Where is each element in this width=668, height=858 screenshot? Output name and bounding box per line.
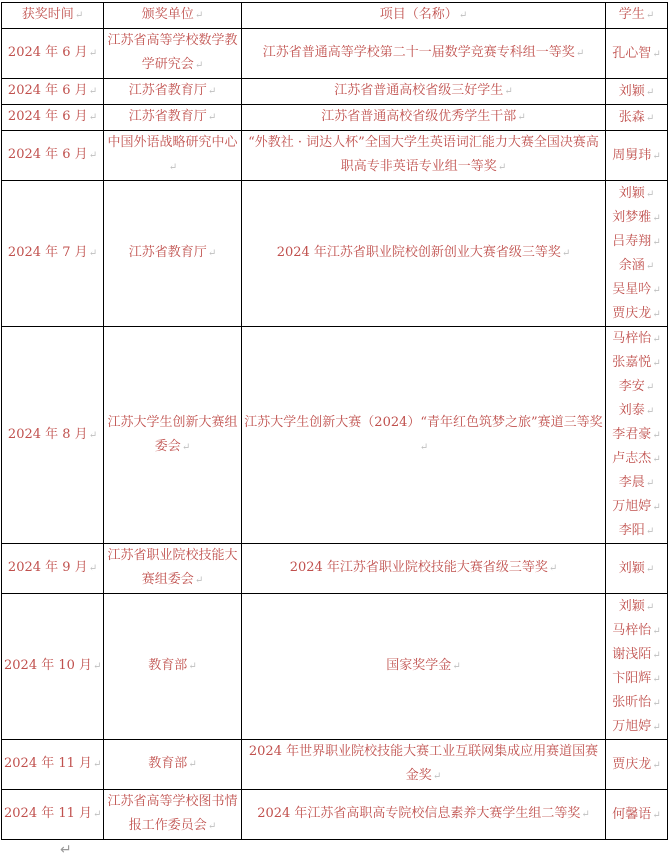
award-issuer: 江苏大学生创新大赛组委会↵ — [104, 327, 242, 544]
award-issuer: 教育部↵ — [104, 594, 242, 740]
award-date: 2024 年 7 月↵ — [2, 181, 104, 327]
student-name: 张森↵ — [618, 109, 655, 125]
award-students — [606, 131, 668, 181]
student-name: 李阳↵ — [618, 523, 655, 538]
award-issuer: 江苏省职业院校技能大赛组委会↵ — [104, 544, 242, 594]
header-row — [2, 3, 668, 29]
student-name: 卞阳辉↵ — [612, 670, 661, 686]
award-row — [2, 327, 668, 544]
award-issuer: 江苏省高等学校图书情报工作委员会↵ — [104, 790, 242, 840]
award-item: 2024 年世界职业院校技能大赛工业互联网集成应用赛道国赛金奖↵ — [242, 740, 606, 790]
award-students — [606, 544, 668, 594]
award-row — [2, 29, 668, 79]
paragraph-mark: ↵ — [60, 842, 72, 858]
student-name: 谢浅陌↵ — [612, 646, 661, 662]
award-date: 2024 年 11 月↵ — [2, 740, 104, 790]
award-issuer: 江苏省高等学校数学教学研究会↵ — [104, 29, 242, 79]
award-date: 2024 年 9 月↵ — [2, 544, 104, 594]
student-name: 刘颖↵ — [618, 83, 655, 99]
student-name: 孔心智↵ — [612, 45, 661, 61]
award-students — [606, 790, 668, 840]
student-name: 卢志杰↵ — [612, 451, 661, 466]
award-item: “外教社 · 词达人杯”全国大学生英语词汇能力大赛全国决赛高职高专非英语专业组一等奖↵ — [242, 131, 606, 181]
award-date: 2024 年 11 月↵ — [2, 790, 104, 840]
award-row — [2, 594, 668, 740]
student-name: 张昕怡↵ — [612, 694, 661, 710]
award-item: 江苏省普通高校省级三好学生↵ — [242, 79, 606, 105]
award-item: 2024 年江苏省高职高专院校信息素养大赛学生组二等奖↵ — [242, 790, 606, 840]
award-row — [2, 79, 668, 105]
student-name: 吕寿翔↵ — [612, 233, 661, 249]
student-name: 周舅玮↵ — [612, 147, 661, 163]
award-row — [2, 740, 668, 790]
award-date: 2024 年 8 月↵ — [2, 327, 104, 544]
student-name: 马梓怡↵ — [612, 331, 661, 346]
award-students — [606, 29, 668, 79]
student-name: 李君豪↵ — [612, 427, 661, 442]
award-date: 2024 年 6 月↵ — [2, 105, 104, 131]
student-name: 刘颖↵ — [618, 598, 655, 614]
header-students: 学生↵ — [606, 3, 668, 29]
header-item: 项目（名称）↵ — [242, 3, 606, 29]
award-row — [2, 181, 668, 327]
award-row — [2, 131, 668, 181]
award-row — [2, 544, 668, 594]
student-name: 刘颖↵ — [618, 560, 655, 576]
student-name: 何馨语↵ — [612, 806, 661, 822]
student-name: 余涵↵ — [618, 257, 655, 273]
award-issuer: 中国外语战略研究中心↵ — [104, 131, 242, 181]
award-issuer: 教育部↵ — [104, 740, 242, 790]
award-row — [2, 790, 668, 840]
award-date: 2024 年 6 月↵ — [2, 29, 104, 79]
awards-body — [2, 29, 668, 840]
awards-table — [1, 2, 668, 840]
student-name: 贾庆龙↵ — [612, 756, 661, 772]
award-issuer: 江苏省教育厅↵ — [104, 105, 242, 131]
award-item: 国家奖学金↵ — [242, 594, 606, 740]
award-issuer: 江苏省教育厅↵ — [104, 181, 242, 327]
award-item: 2024 年江苏省职业院校创新创业大赛省级三等奖↵ — [242, 181, 606, 327]
award-date: 2024 年 6 月↵ — [2, 131, 104, 181]
student-name: 张嘉悦↵ — [612, 355, 661, 370]
award-students — [606, 594, 668, 740]
student-name: 马梓怡↵ — [612, 622, 661, 638]
header-issuer: 颁奖单位↵ — [104, 3, 242, 29]
award-students — [606, 105, 668, 131]
student-name: 万旭婷↵ — [612, 718, 661, 734]
award-students — [606, 740, 668, 790]
student-name: 刘泰↵ — [618, 403, 655, 418]
award-item: 江苏省普通高等学校第二十一届数学竞赛专科组一等奖↵ — [242, 29, 606, 79]
student-name: 刘梦雅↵ — [612, 209, 661, 225]
student-name: 李晨↵ — [618, 475, 655, 490]
award-item: 江苏省普通高校省级优秀学生干部↵ — [242, 105, 606, 131]
award-item: 江苏大学生创新大赛（2024）“青年红色筑梦之旅”赛道三等奖↵ — [242, 327, 606, 544]
award-date: 2024 年 10 月↵ — [2, 594, 104, 740]
student-name: 李安↵ — [618, 379, 655, 394]
award-students — [606, 327, 668, 544]
award-date: 2024 年 6 月↵ — [2, 79, 104, 105]
award-issuer: 江苏省教育厅↵ — [104, 79, 242, 105]
header-date: 获奖时间↵ — [2, 3, 104, 29]
student-name: 万旭婷↵ — [612, 499, 661, 514]
award-item: 2024 年江苏省职业院校技能大赛省级三等奖↵ — [242, 544, 606, 594]
student-name: 刘颖↵ — [618, 185, 655, 201]
award-students — [606, 181, 668, 327]
award-row — [2, 105, 668, 131]
student-name: 贾庆龙↵ — [612, 305, 661, 321]
award-students — [606, 79, 668, 105]
student-name: 吴星吟↵ — [612, 281, 661, 297]
